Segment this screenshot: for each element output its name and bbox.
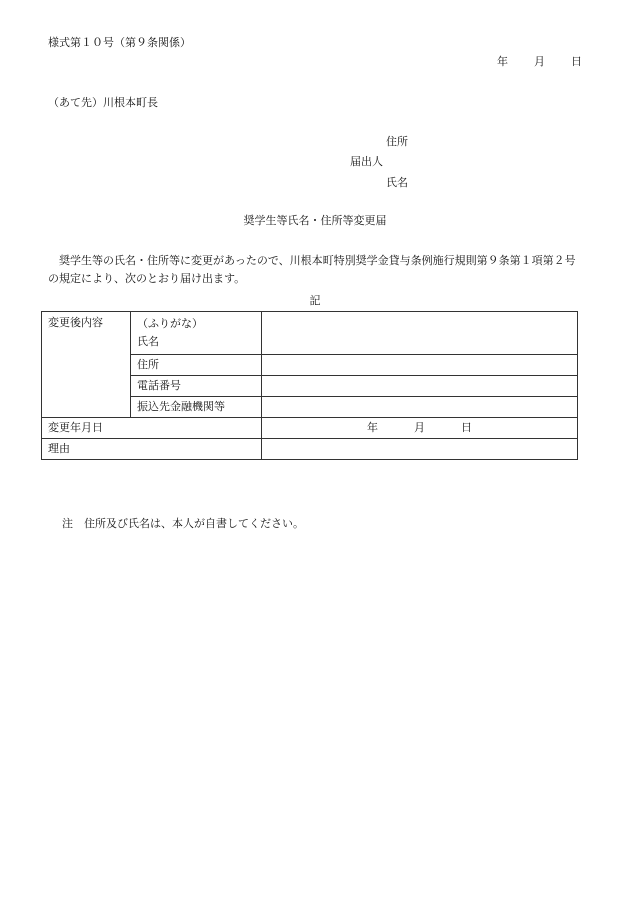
form-number: 様式第１０号（第９条関係） xyxy=(48,36,191,49)
applicant-name-label: 氏名 xyxy=(386,176,408,189)
reason-label: 理由 xyxy=(48,442,70,455)
section-label: 変更後内容 xyxy=(48,316,103,329)
phone-label: 電話番号 xyxy=(137,379,181,392)
address-label-cell xyxy=(131,355,262,376)
reason-label-cell xyxy=(42,439,262,460)
change-form-table xyxy=(41,311,578,460)
bank-input-cell[interactable] xyxy=(262,397,578,418)
change-date-label-cell xyxy=(42,418,262,439)
address-input-cell[interactable] xyxy=(262,355,578,376)
bank-label: 振込先金融機関等 xyxy=(137,400,225,413)
change-date-year: 年 xyxy=(367,421,378,434)
applicant-label: 届出人 xyxy=(350,155,383,168)
bank-label-cell xyxy=(131,397,262,418)
reason-input-cell[interactable] xyxy=(262,439,578,460)
name-input-cell[interactable] xyxy=(262,312,578,355)
date-year: 年 xyxy=(497,55,508,68)
change-date-month: 月 xyxy=(414,421,425,434)
name-label: 氏名 xyxy=(137,335,159,348)
change-date-day: 日 xyxy=(461,421,472,434)
date-day: 日 xyxy=(571,55,582,68)
address-label: 住所 xyxy=(137,358,159,371)
submission-date-line xyxy=(497,55,582,69)
phone-label-cell xyxy=(131,376,262,397)
change-date-label: 変更年月日 xyxy=(48,421,103,434)
note: 注 住所及び氏名は、本人が自書してください。 xyxy=(62,517,304,530)
body-text: 奨学生等の氏名・住所等に変更があったので、川根本町特別奨学金貸与条例施行規則第９条第１項第２号の規定により、次のとおり届け出ます。 xyxy=(48,254,576,285)
furigana-label: （ふりがな） xyxy=(137,317,203,330)
applicant-address-label: 住所 xyxy=(386,135,408,148)
change-date-input-cell[interactable] xyxy=(262,418,578,439)
ki-heading: 記 xyxy=(309,294,321,307)
date-month: 月 xyxy=(534,55,545,68)
addressee: （あて先）川根本町長 xyxy=(48,96,158,109)
phone-input-cell[interactable] xyxy=(262,376,578,397)
section-label-cell xyxy=(42,312,131,418)
furigana-name-label-cell xyxy=(131,312,262,355)
document-title: 奨学生等氏名・住所等変更届 xyxy=(243,214,387,227)
